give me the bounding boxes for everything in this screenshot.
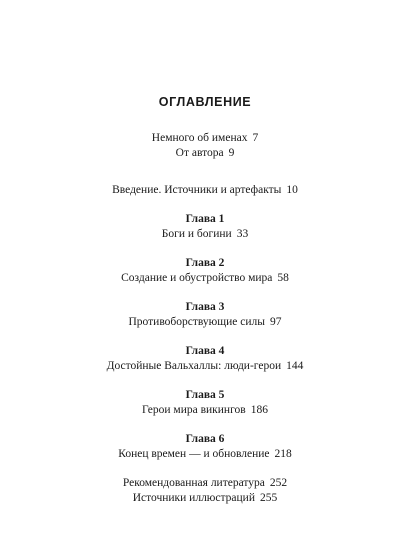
toc-entry[interactable] xyxy=(0,476,410,491)
chapter-4 xyxy=(0,344,410,374)
toc-entry[interactable] xyxy=(0,359,410,374)
toc-entry[interactable] xyxy=(0,315,410,330)
entry-title: Герои мира викингов xyxy=(142,404,246,416)
front-matter xyxy=(0,131,410,161)
toc-entry[interactable] xyxy=(0,447,410,462)
entry-page-number: 9 xyxy=(228,147,235,159)
entry-page-number: 186 xyxy=(250,404,268,416)
toc-entry[interactable] xyxy=(0,403,410,418)
entry-title: Введение. Источники и артефакты xyxy=(112,184,282,196)
toc-entry[interactable] xyxy=(0,146,410,161)
entry-title: Источники иллюстраций xyxy=(132,492,255,504)
entry-title: Достойные Вальхаллы: люди-герои xyxy=(106,360,282,372)
entry-page-number: 97 xyxy=(270,316,282,328)
chapter-label: Глава 5 xyxy=(185,389,225,401)
chapter-label: Глава 4 xyxy=(185,345,225,357)
entry-title: От автора xyxy=(175,147,224,159)
chapter-1 xyxy=(0,212,410,242)
entry-page-number: 58 xyxy=(277,272,289,284)
chapter-label: Глава 2 xyxy=(185,257,225,269)
chapter-5 xyxy=(0,388,410,418)
entry-page-number: 7 xyxy=(252,132,259,144)
chapter-label: Глава 1 xyxy=(185,213,225,225)
entry-title: Конец времен — и обновление xyxy=(118,448,270,460)
entry-title: Противоборствующие силы xyxy=(128,316,265,328)
entry-page-number: 255 xyxy=(260,492,278,504)
chapter-2 xyxy=(0,256,410,286)
entry-title: Боги и богини xyxy=(161,228,232,240)
entry-title: Немного об именах xyxy=(151,132,248,144)
back-matter xyxy=(0,476,410,506)
entry-title: Создание и обустройство мира xyxy=(121,272,273,284)
toc-entry[interactable] xyxy=(0,227,410,242)
chapter-label: Глава 3 xyxy=(185,301,225,313)
toc-entry[interactable] xyxy=(0,271,410,286)
entry-page-number: 252 xyxy=(269,477,288,489)
chapter-6 xyxy=(0,432,410,462)
entry-page-number: 33 xyxy=(236,228,249,240)
entry-page-number: 218 xyxy=(274,448,292,460)
toc-heading: ОГЛАВЛЕНИЕ xyxy=(158,95,252,109)
toc-entry-introduction[interactable] xyxy=(0,183,410,198)
entry-page-number: 10 xyxy=(286,184,298,196)
toc-entry[interactable] xyxy=(0,491,410,506)
introduction-section xyxy=(0,183,410,198)
chapter-3 xyxy=(0,300,410,330)
toc-entry[interactable] xyxy=(0,131,410,146)
chapter-label: Глава 6 xyxy=(185,433,225,445)
entry-page-number: 144 xyxy=(286,360,304,372)
entry-title: Рекомендованная литература xyxy=(122,477,265,489)
table-of-contents xyxy=(0,131,410,520)
